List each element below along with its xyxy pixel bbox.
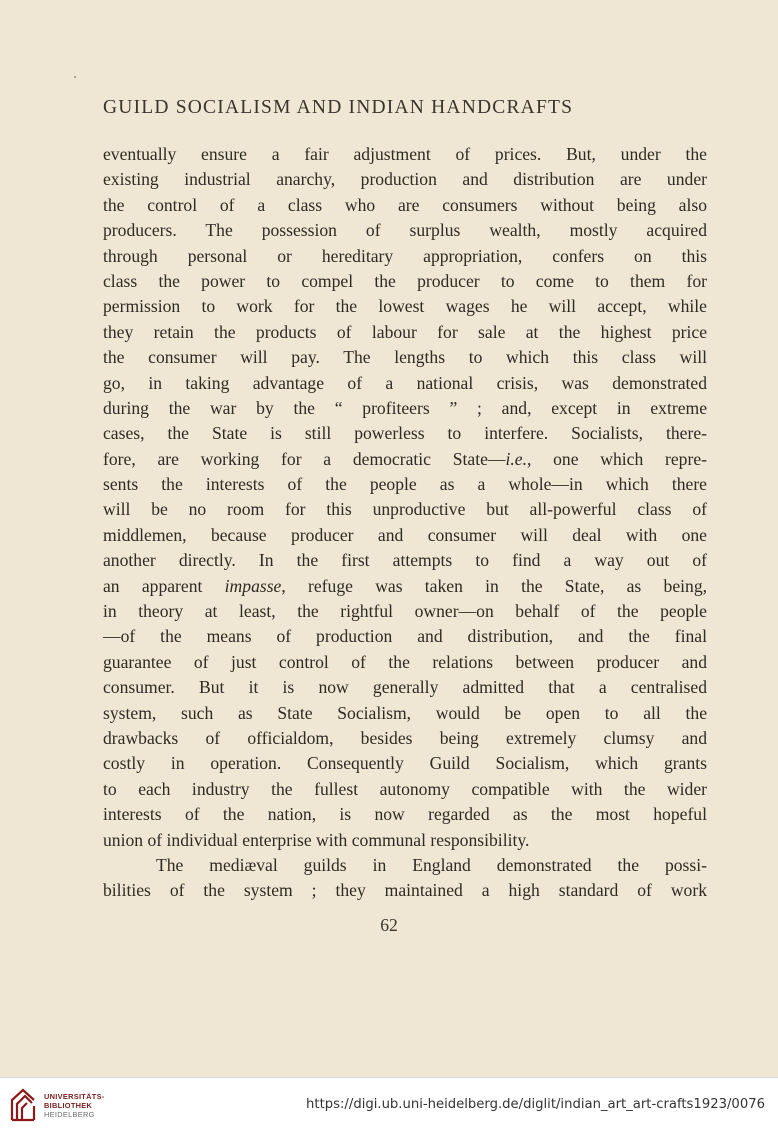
text-line-7: permission to work for the lowest wages he will accept, while <box>103 296 707 317</box>
text-line-14: sents the interests of the people as a whole—in which there <box>103 474 707 495</box>
library-name-line-2: BIBLIOTHEK <box>44 1101 93 1110</box>
text-line-2: existing industrial anarchy, production and distribution are under <box>103 169 707 190</box>
library-name-line-1: UNIVERSITÄTS- <box>44 1092 105 1101</box>
text-line-6: class the power to compel the producer to come to them for <box>103 270 707 291</box>
running-head: GUILD SOCIALISM AND INDIAN HANDCRAFTS <box>103 97 574 118</box>
footer-bar <box>0 1077 778 1134</box>
text-line-16: middlemen, because producer and consumer will deal with one <box>103 524 707 545</box>
library-name <box>44 1092 105 1119</box>
text-line-18-start: an apparent <box>103 575 225 596</box>
text-line-9: the consumer will pay. The lengths to which this class will <box>103 347 707 368</box>
italic-impasse: impasse <box>224 575 282 596</box>
text-line-26: to each industry the fullest autonomy compatible with the wider <box>103 778 707 799</box>
paper-speck <box>74 76 76 78</box>
university-library-logo-icon <box>9 1086 37 1124</box>
permalink-url[interactable]: https://digi.ub.uni-heidelberg.de/diglit/indian_art_art-crafts1923/0076 <box>306 1097 765 1112</box>
text-line-17: another directly. In the first attempts to find a way out of <box>103 550 707 571</box>
text-line-23: system, such as State Socialism, would be open to all the <box>103 702 707 723</box>
text-line-30: bilities of the system ; they maintained a high standard of work <box>103 880 707 901</box>
text-line-20: —of the means of production and distribution, and the final <box>103 626 707 647</box>
text-line-19: in theory at least, the rightful owner—on behalf of the people <box>103 601 707 622</box>
text-line-22: consumer. But it is now generally admitted that a centralised <box>103 677 707 698</box>
text-line-28: union of individual enterprise with communal responsibility. <box>103 829 530 850</box>
text-line-27: interests of the nation, is now regarded as the most hopeful <box>103 804 707 825</box>
text-line-8: they retain the products of labour for sale at the highest price <box>103 321 707 342</box>
text-line-5: through personal or hereditary appropriation, confers on this <box>103 245 707 266</box>
page-number: 62 <box>380 915 398 935</box>
text-line-24: drawbacks of officialdom, besides being extremely clumsy and <box>103 727 707 748</box>
text-line-13-start: fore, are working for a democratic State— <box>103 448 506 469</box>
text-line-12: cases, the State is still powerless to interfere. Socialists, there- <box>103 423 707 444</box>
text-line-18-end: , refuge was taken in the State, as being, <box>281 575 708 596</box>
library-name-line-3: HEIDELBERG <box>44 1110 95 1119</box>
text-line-21: guarantee of just control of the relations between producer and <box>103 651 707 672</box>
text-line-10: go, in taking advantage of a national crisis, was demonstrated <box>103 372 707 393</box>
text-line-13 <box>103 447 707 472</box>
text-line-25: costly in operation. Consequently Guild Socialism, which grants <box>103 753 707 774</box>
text-line-1: eventually ensure a fair adjustment of prices. But, under the <box>103 144 707 164</box>
text-line-15: will be no room for this unproductive but all-powerful class of <box>103 499 707 520</box>
text-line-3: the control of a class who are consumers without being also <box>103 194 707 215</box>
italic-ie: i.e. <box>505 448 527 469</box>
body-text <box>103 142 707 904</box>
text-line-4: producers. The possession of surplus wealth, mostly acquired <box>103 220 707 241</box>
text-line-18 <box>103 574 707 599</box>
text-line-13-end: , one which repre- <box>527 448 707 469</box>
text-line-11: during the war by the “ profiteers ” ; and, except in extreme <box>103 397 707 418</box>
text-line-29: The mediæval guilds in England demonstrated the possi- <box>156 854 707 875</box>
